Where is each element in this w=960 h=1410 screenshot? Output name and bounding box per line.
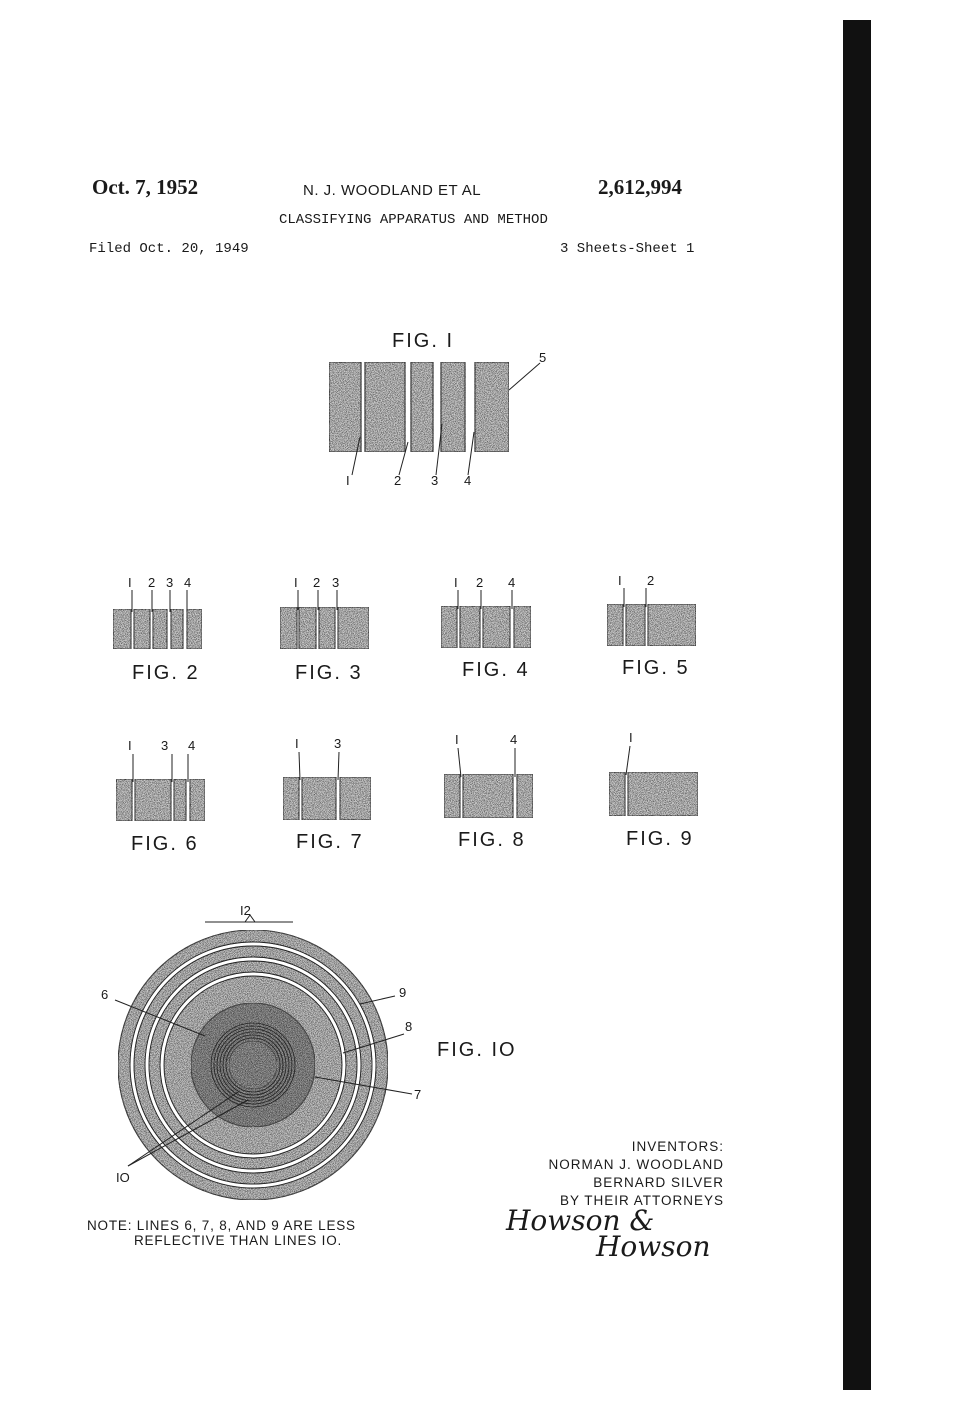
ref-number: I: [128, 575, 132, 590]
fig-1-bar: [329, 362, 361, 452]
fig-6: [116, 738, 205, 855]
ref-number: 3: [332, 575, 340, 590]
ref-number: 3: [161, 738, 169, 753]
sheet-info: 3 Sheets-Sheet 1: [560, 241, 695, 257]
ref-number: 2: [394, 473, 402, 488]
fig-10-label: FIG. IO: [437, 1039, 517, 1061]
ref-number: 4: [184, 575, 192, 590]
ref-number: I: [454, 575, 458, 590]
ref-number: 6: [101, 987, 109, 1002]
ref-number: 4: [510, 732, 518, 747]
fig-1-bar: [365, 362, 405, 452]
fig-5-label: FIG. 5: [622, 657, 690, 679]
fig-8-label: FIG. 8: [458, 829, 526, 851]
fig-2-label: FIG. 2: [132, 662, 200, 684]
ref-number: 2: [476, 575, 484, 590]
fig-9-label: FIG. 9: [626, 828, 694, 850]
center-disc: [229, 1041, 277, 1089]
note-line-1: NOTE: LINES 6, 7, 8, AND 9 ARE LESS: [87, 1218, 356, 1233]
ref-number: I: [629, 730, 633, 745]
figure-note: [87, 1218, 356, 1248]
note-line-2: REFLECTIVE THAN LINES IO.: [134, 1233, 343, 1248]
fig-1: [329, 330, 546, 488]
fig-4-label: FIG. 4: [462, 659, 530, 681]
fig-1-bar: [475, 362, 509, 452]
fig-1-bar: [441, 362, 465, 452]
ref-number: I: [618, 573, 622, 588]
ref-number: I2: [240, 903, 251, 918]
patent-number: 2,612,994: [598, 175, 682, 199]
ref-number: 2: [148, 575, 156, 590]
inventor-name-2: BERNARD SILVER: [593, 1175, 724, 1190]
inventors-short: N. J. WOODLAND ET AL: [303, 182, 482, 199]
ref-number: I: [455, 732, 459, 747]
ref-number: 5: [539, 350, 547, 365]
fig-5: [607, 573, 696, 679]
ref-number: 3: [334, 736, 342, 751]
fig-1-label: FIG. I: [392, 330, 454, 352]
inventors-block: [480, 1138, 724, 1210]
signature-line-2: Howson: [596, 1230, 711, 1263]
patent-date: Oct. 7, 1952: [92, 175, 199, 199]
ref-number: 2: [647, 573, 655, 588]
ref-number: I: [128, 738, 132, 753]
attorney-signature: [505, 1204, 711, 1263]
fig-4: [441, 575, 531, 681]
ref-number: I: [346, 473, 350, 488]
signature-line-1: Howson &: [506, 1204, 655, 1237]
attorneys-line: BY THEIR ATTORNEYS: [559, 1193, 724, 1208]
ref-number: 9: [399, 985, 407, 1000]
ref-number: 4: [188, 738, 196, 753]
ref-number: 8: [405, 1019, 413, 1034]
fig-10: [101, 903, 517, 1200]
inventor-name-1: NORMAN J. WOODLAND: [548, 1157, 724, 1172]
fig-6-label: FIG. 6: [131, 833, 199, 855]
ref-number: I: [294, 575, 298, 590]
ref-number: IO: [116, 1170, 130, 1185]
ref-number: 3: [431, 473, 439, 488]
ref-number: 4: [464, 473, 472, 488]
fig-2: [113, 575, 202, 684]
fig-3: [280, 575, 369, 684]
fig-1-bar: [411, 362, 433, 452]
ref-number: 3: [166, 575, 174, 590]
ref-number: 7: [414, 1087, 422, 1102]
fig-9: [609, 730, 698, 850]
fig-3-label: FIG. 3: [295, 662, 363, 684]
fig-7-label: FIG. 7: [296, 831, 364, 853]
inventors-heading: INVENTORS:: [631, 1139, 724, 1154]
ref-number: 4: [508, 575, 516, 590]
fig-8: [444, 732, 533, 851]
ref-number: 2: [313, 575, 321, 590]
filed-date: Filed Oct. 20, 1949: [89, 241, 249, 257]
ref-number: I: [295, 736, 299, 751]
fig-7: [283, 736, 371, 853]
patent-title: CLASSIFYING APPARATUS AND METHOD: [279, 212, 548, 228]
